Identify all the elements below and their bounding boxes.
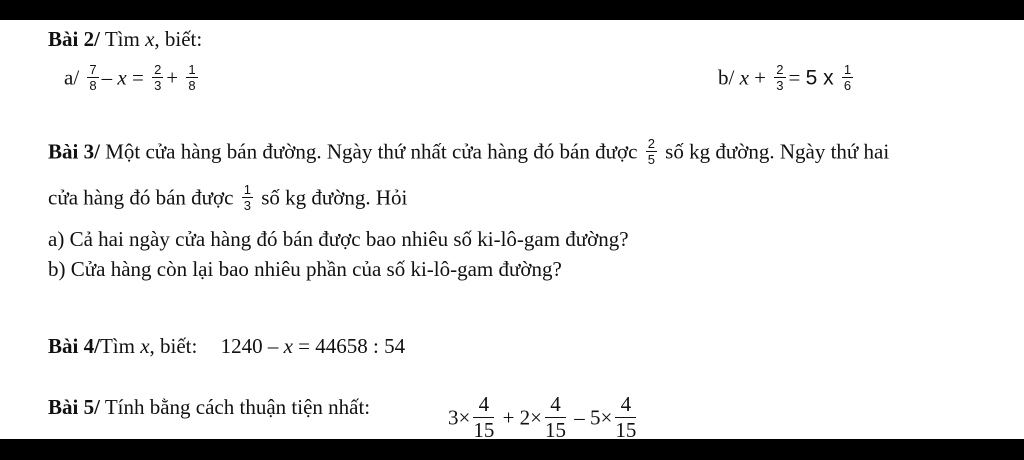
worksheet-page — [0, 20, 1024, 439]
bai4-line — [48, 333, 405, 359]
bai4-title: Bài 4/ — [48, 334, 100, 358]
bai2-title: Bài 2/ — [48, 27, 100, 51]
bai5-fraction-3: $\frac{4}{15}$ — [615, 392, 637, 439]
bai5-title-text: Tính bằng cách thuận tiện nhất: — [104, 395, 371, 419]
bai3-title: Bài 3/ — [48, 139, 100, 164]
plus-sign: + — [754, 65, 767, 90]
bai2-title-var: x — [145, 27, 155, 51]
bai2-b-var: x — [739, 65, 749, 90]
bai4-expr-var: x — [283, 334, 293, 358]
equals-sign: = — [788, 65, 801, 90]
bai3-fraction-2: $\frac{1}{3}$ — [243, 182, 251, 213]
bai5-fraction-2: $\frac{4}{15}$ — [545, 392, 567, 439]
bai3-line-2 — [48, 184, 407, 215]
plus-sign: + — [166, 65, 179, 90]
bai5-expression — [448, 394, 639, 439]
bai2-part-a — [64, 64, 201, 95]
minus-sign: – — [101, 65, 113, 90]
bai5-term-3: – 5× — [574, 405, 613, 430]
bai3-question-b: b) Cửa hàng còn lại bao nhiêu phần của số ki-lô-gam đường? — [48, 257, 562, 281]
bai5-term-2: + 2× — [502, 405, 543, 430]
bai2-a-fraction-3: $\frac{1}{8}$ — [188, 62, 196, 93]
bai4-suffix: , biết: — [149, 334, 198, 358]
bai4-expr-a: 1240 – — [220, 334, 279, 358]
bai2-heading — [48, 26, 202, 52]
bai2-b-rhs: 5 x — [805, 66, 834, 90]
bai4-expr-b: = 44658 : 54 — [298, 334, 406, 358]
bai5-fraction-1: $\frac{4}{15}$ — [473, 392, 495, 439]
equals-sign: = — [131, 65, 144, 90]
bai3-text-3: cửa hàng đó bán được — [48, 185, 234, 210]
bai3-line-1 — [48, 138, 889, 169]
bai2-a-fraction-1: $\frac{7}{8}$ — [89, 62, 97, 93]
bai2-title-suffix: , biết: — [154, 27, 203, 51]
bai3-text-4: số kg đường. Hỏi — [261, 185, 408, 210]
bai2-title-text: Tìm — [104, 27, 140, 51]
bai2-part-b — [718, 64, 856, 95]
bai3-text-2: số kg đường. Ngày thứ hai — [665, 139, 890, 164]
bai2-a-fraction-2: $\frac{2}{3}$ — [154, 62, 162, 93]
bai3-text-1: Một cửa hàng bán đường. Ngày thứ nhất cửa hàng đó bán được — [105, 139, 638, 164]
bai2-b-fraction-2: $\frac{1}{6}$ — [843, 62, 852, 93]
bai4-var: x — [140, 334, 150, 358]
bai2-a-var: x — [117, 65, 127, 90]
bai2-b-fraction-1: $\frac{2}{3}$ — [776, 62, 784, 93]
bai2-a-label: a/ — [64, 65, 80, 90]
bai3-fraction-1: $\frac{2}{5}$ — [647, 136, 655, 167]
bai2-b-label: b/ — [718, 65, 735, 90]
bai3-question-a: a) Cả hai ngày cửa hàng đó bán được bao nhiêu số ki-lô-gam đường? — [48, 227, 629, 251]
bai4-title-text: Tìm — [99, 334, 135, 358]
bai5-line — [48, 394, 370, 420]
bai5-title: Bài 5/ — [48, 395, 100, 419]
bai5-term-1: 3× — [448, 405, 471, 430]
